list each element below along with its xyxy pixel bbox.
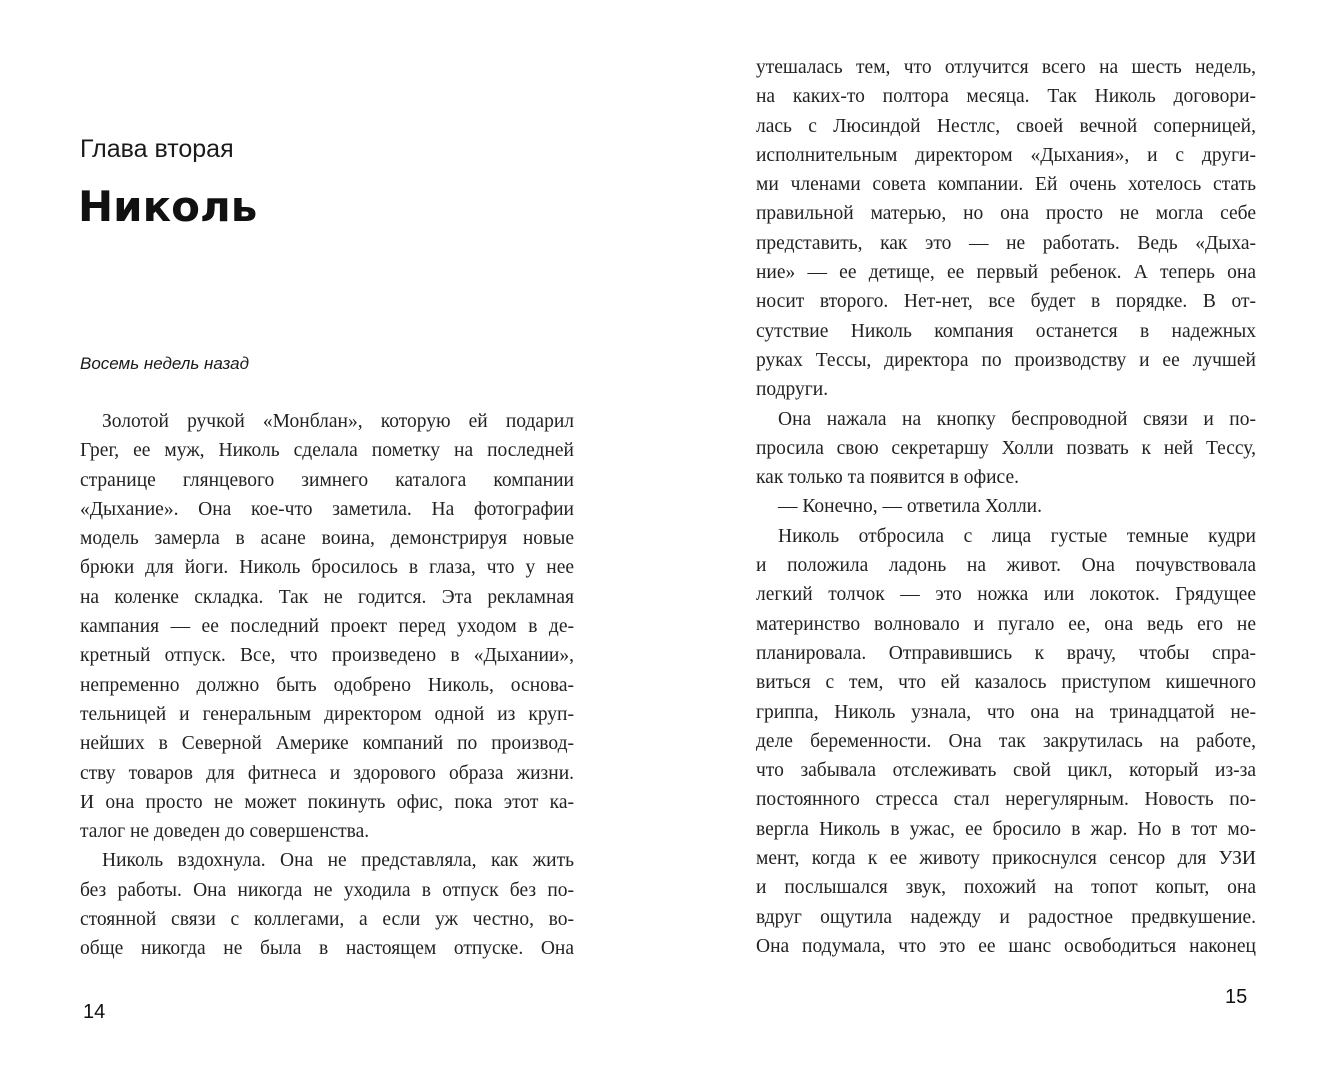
text-line: странице глянцевого зимнего каталога компании: [80, 469, 574, 491]
text-line: ству товаров для фитнеса и здорового образа жизни.: [80, 762, 574, 784]
text-line: мент, когда к ее животу прикоснулся сенсор для УЗИ: [756, 848, 1256, 870]
text-line: кретный отпуск. Все, что произведено в «Дыхании»,: [80, 645, 574, 667]
text-line: представить, как это — не работать. Ведь «Дыха-: [756, 232, 1256, 254]
text-line: обще никогда не была в настоящем отпуске. Она: [80, 938, 574, 960]
text-line: Она подумала, что это ее шанс освободиться наконец: [756, 935, 1256, 957]
text-line: на каких-то полтора месяца. Так Николь договори-: [756, 86, 1256, 108]
text-line: правильной матерью, но она просто не могла себе: [756, 203, 1256, 225]
text-line: И она просто не может покинуть офис, пока этот ка-: [80, 791, 574, 813]
text-line: что забывала отслеживать свой цикл, который из-за: [756, 760, 1256, 782]
text-line: гриппа, Николь узнала, что она на тринадцатой не-: [756, 701, 1256, 723]
text-line: Она нажала на кнопку беспроводной связи и по-: [778, 408, 1256, 430]
text-line: Николь отбросила с лица густые темные кудри: [778, 525, 1256, 547]
page-number: 15: [1225, 986, 1248, 1008]
text-line: постоянного стресса стал нерегулярным. Новость по-: [756, 789, 1256, 811]
text-line: вергла Николь в ужас, ее бросило в жар. Но в тот мо-: [756, 818, 1256, 840]
text-line: — Конечно, — ответила Холли.: [778, 496, 1042, 518]
text-line: руках Тессы, директора по производству и ее лучшей: [756, 349, 1256, 371]
text-line: сутствие Николь компания останется в надежных: [756, 320, 1256, 342]
left-page: [0, 0, 668, 1080]
text-line: кампания — ее последний проект перед уходом в де-: [80, 616, 574, 638]
text-line: планировала. Отправившись к врачу, чтобы спра-: [756, 642, 1256, 664]
text-line: Николь вздохнула. Она не представляла, как жить: [102, 850, 574, 872]
text-line: стоянной связи с коллегами, а если уж честно, во-: [80, 909, 574, 931]
text-line: Грег, ее муж, Николь сделала пометку на последней: [80, 440, 574, 462]
text-line: подруги.: [756, 379, 829, 401]
text-line: ние» — ее детище, ее первый ребенок. А теперь она: [756, 262, 1256, 284]
text-line: «Дыхание». Она кое-что заметила. На фотографии: [80, 498, 574, 520]
text-line: и положила ладонь на живот. Она почувствовала: [756, 555, 1256, 577]
time-note: Восемь недель назад: [80, 354, 250, 373]
text-line: легкий толчок — это ножка или локоток. Грядущее: [756, 584, 1256, 606]
chapter-label: Глава вторая: [80, 135, 234, 163]
page-number: 14: [83, 1001, 106, 1023]
text-line: непременно должно быть одобрено Николь, основа-: [80, 674, 574, 696]
text-line: тельницей и генеральным директором одной из круп-: [80, 703, 574, 725]
text-line: виться с тем, что ей казалось приступом кишечного: [756, 672, 1256, 694]
text-line: носит второго. Нет-нет, все будет в порядке. В от-: [756, 291, 1256, 313]
text-line: лась с Люсиндой Нестлс, своей вечной соперницей,: [756, 115, 1256, 137]
text-line: материнство волновало и пугало ее, она ведь его не: [756, 613, 1256, 635]
right-page: [668, 0, 1337, 1080]
text-line: нейших в Северной Америке компаний по производ-: [80, 733, 574, 755]
right-page-body: [756, 53, 1256, 961]
text-line: исполнительным директором «Дыхания», и с други-: [756, 144, 1256, 166]
text-line: и послышался звук, похожий на топот копыт, она: [756, 877, 1256, 899]
text-line: без работы. Она никогда не уходила в отпуск без по-: [80, 879, 574, 901]
text-line: ми членами совета компании. Ей очень хотелось стать: [756, 174, 1256, 196]
text-line: как только та появится в офисе.: [756, 467, 1019, 489]
text-line: деле беременности. Она так закрутилась на работе,: [756, 730, 1256, 752]
text-line: талог не доведен до совершенства.: [80, 821, 370, 843]
text-line: просила свою секретаршу Холли позвать к ней Тессу,: [756, 437, 1256, 459]
text-line: модель замерла в асане воина, демонстрируя новые: [80, 528, 574, 550]
text-line: на коленке складка. Так не годится. Эта рекламная: [80, 586, 574, 608]
left-page-body: [80, 407, 574, 964]
text-line: брюки для йоги. Николь бросилось в глаза, что у нее: [80, 557, 574, 579]
text-line: утешалась тем, что отлучится всего на шесть недель,: [756, 57, 1256, 78]
text-line: Золотой ручкой «Монблан», которую ей подарил: [102, 411, 574, 432]
chapter-title: Николь: [78, 182, 258, 231]
text-line: вдруг ощутила надежду и радостное предвкушение.: [756, 906, 1256, 928]
